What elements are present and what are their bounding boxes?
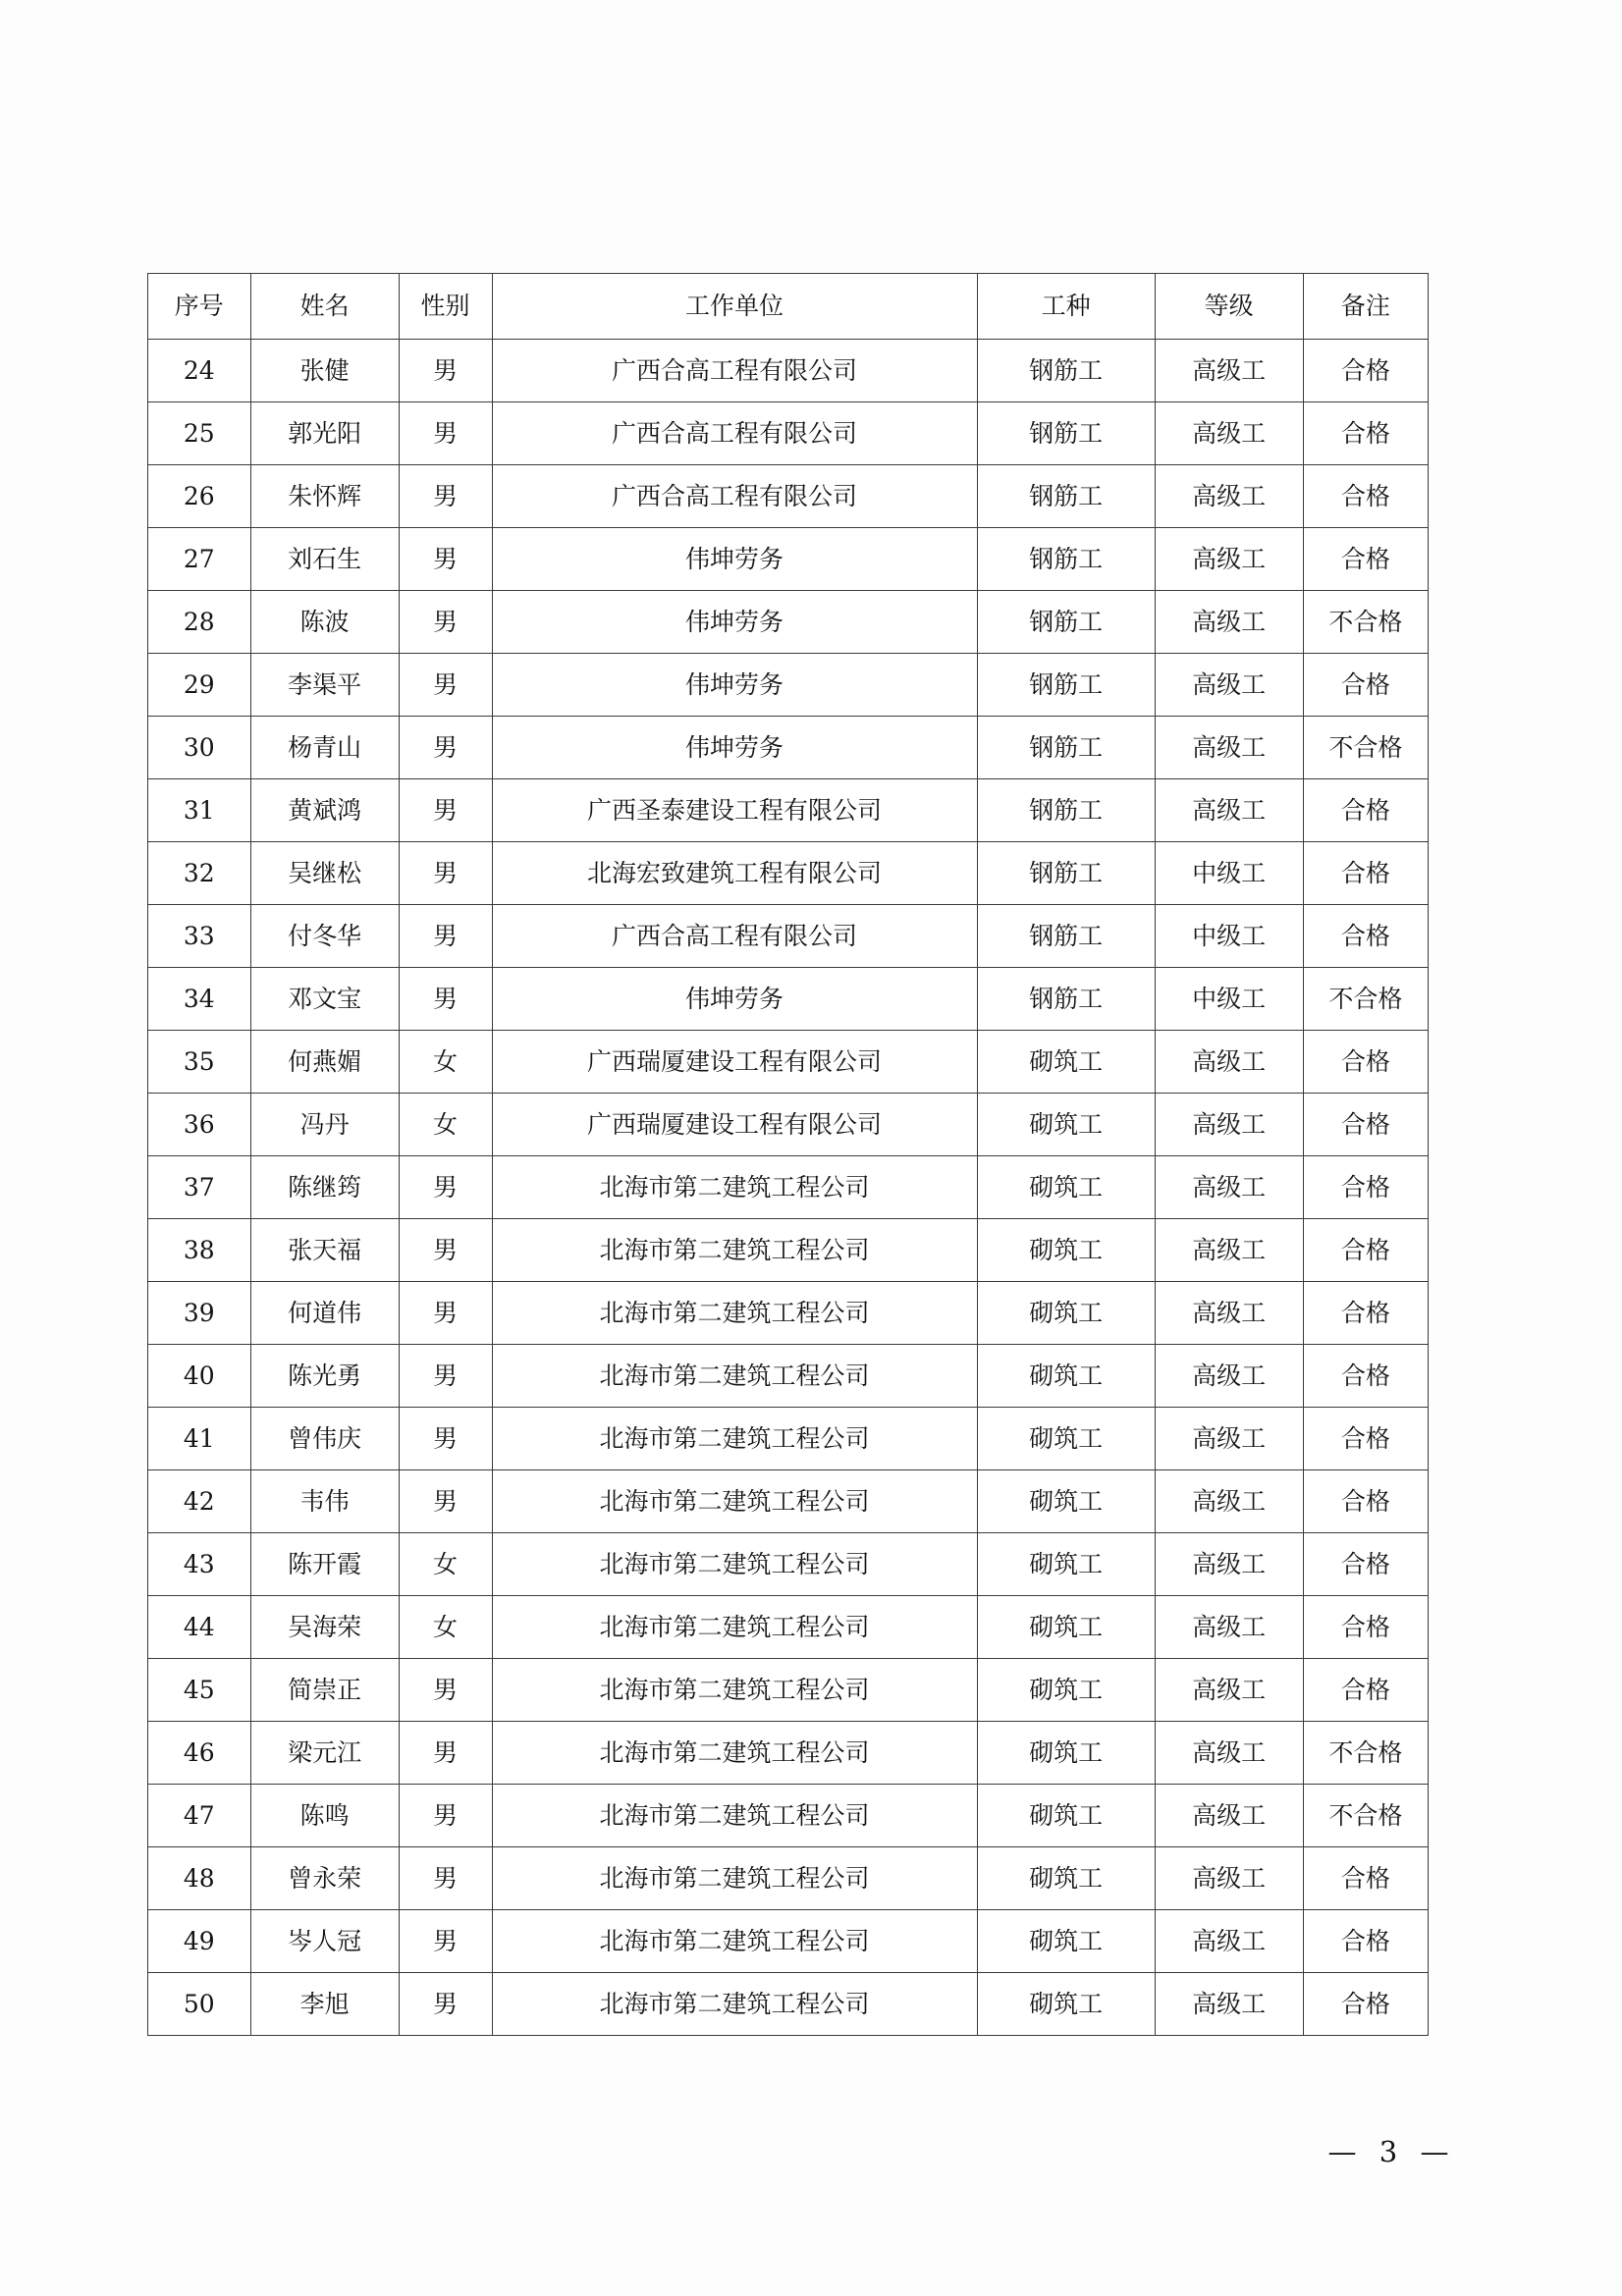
cell-gender: 男 [399,1219,492,1282]
cell-level: 高级工 [1155,1345,1303,1408]
cell-remark: 合格 [1303,1031,1428,1094]
cell-work-unit: 北海市第二建筑工程公司 [492,1722,977,1785]
cell-seq: 41 [148,1408,251,1470]
cell-job-type: 钢筋工 [977,528,1155,591]
cell-level: 高级工 [1155,1847,1303,1910]
footer-dash-right: — [1420,2135,1453,2168]
cell-job-type: 钢筋工 [977,905,1155,968]
cell-job-type: 砌筑工 [977,1659,1155,1722]
cell-level: 高级工 [1155,591,1303,654]
cell-name: 吴海荣 [250,1596,399,1659]
column-header-gender: 性别 [399,274,492,340]
table-header-row [148,274,1429,340]
cell-work-unit: 北海市第二建筑工程公司 [492,1219,977,1282]
cell-job-type: 砌筑工 [977,1094,1155,1156]
cell-level: 高级工 [1155,779,1303,842]
table-row [148,905,1429,968]
cell-remark: 合格 [1303,1470,1428,1533]
cell-name: 曾永荣 [250,1847,399,1910]
roster-table-container [147,273,1429,2036]
cell-work-unit: 北海市第二建筑工程公司 [492,1470,977,1533]
cell-gender: 男 [399,779,492,842]
table-row [148,654,1429,717]
cell-gender: 女 [399,1094,492,1156]
cell-work-unit: 北海市第二建筑工程公司 [492,1785,977,1847]
cell-seq: 46 [148,1722,251,1785]
cell-work-unit: 北海市第二建筑工程公司 [492,1282,977,1345]
cell-work-unit: 北海市第二建筑工程公司 [492,1345,977,1408]
cell-gender: 男 [399,1282,492,1345]
cell-work-unit: 北海市第二建筑工程公司 [492,1156,977,1219]
table-row [148,402,1429,465]
cell-remark: 合格 [1303,1847,1428,1910]
cell-job-type: 砌筑工 [977,1533,1155,1596]
table-row [148,340,1429,402]
cell-job-type: 砌筑工 [977,1847,1155,1910]
cell-job-type: 砌筑工 [977,1345,1155,1408]
cell-remark: 合格 [1303,402,1428,465]
cell-seq: 24 [148,340,251,402]
cell-remark: 合格 [1303,1596,1428,1659]
cell-job-type: 砌筑工 [977,1596,1155,1659]
cell-gender: 男 [399,402,492,465]
cell-name: 陈光勇 [250,1345,399,1408]
cell-work-unit: 广西合高工程有限公司 [492,340,977,402]
cell-work-unit: 伟坤劳务 [492,717,977,779]
cell-seq: 28 [148,591,251,654]
cell-work-unit: 伟坤劳务 [492,528,977,591]
table-row [148,1847,1429,1910]
cell-name: 黄斌鸿 [250,779,399,842]
cell-job-type: 砌筑工 [977,1973,1155,2036]
table-row [148,842,1429,905]
cell-remark: 合格 [1303,1345,1428,1408]
column-header-seq: 序号 [148,274,251,340]
table-row [148,1345,1429,1408]
cell-remark: 合格 [1303,905,1428,968]
table-row [148,465,1429,528]
cell-seq: 45 [148,1659,251,1722]
cell-name: 岑人冠 [250,1910,399,1973]
cell-work-unit: 北海市第二建筑工程公司 [492,1847,977,1910]
cell-name: 邓文宝 [250,968,399,1031]
cell-gender: 男 [399,1408,492,1470]
table-row [148,1219,1429,1282]
cell-level: 高级工 [1155,1219,1303,1282]
table-row [148,1722,1429,1785]
cell-level: 高级工 [1155,717,1303,779]
cell-level: 中级工 [1155,968,1303,1031]
cell-remark: 不合格 [1303,1722,1428,1785]
cell-gender: 男 [399,842,492,905]
cell-job-type: 钢筋工 [977,779,1155,842]
table-row [148,717,1429,779]
cell-seq: 50 [148,1973,251,2036]
cell-seq: 32 [148,842,251,905]
cell-remark: 合格 [1303,1659,1428,1722]
cell-work-unit: 北海宏致建筑工程有限公司 [492,842,977,905]
cell-job-type: 钢筋工 [977,717,1155,779]
cell-name: 韦伟 [250,1470,399,1533]
cell-work-unit: 北海市第二建筑工程公司 [492,1408,977,1470]
cell-remark: 合格 [1303,654,1428,717]
cell-job-type: 砌筑工 [977,1408,1155,1470]
cell-seq: 49 [148,1910,251,1973]
cell-gender: 男 [399,1847,492,1910]
cell-level: 高级工 [1155,1533,1303,1596]
cell-gender: 男 [399,1659,492,1722]
cell-job-type: 砌筑工 [977,1470,1155,1533]
cell-name: 陈鸣 [250,1785,399,1847]
cell-work-unit: 北海市第二建筑工程公司 [492,1659,977,1722]
cell-gender: 女 [399,1596,492,1659]
cell-remark: 合格 [1303,842,1428,905]
cell-gender: 男 [399,1973,492,2036]
cell-gender: 男 [399,1910,492,1973]
cell-remark: 合格 [1303,1533,1428,1596]
cell-remark: 合格 [1303,1973,1428,2036]
cell-job-type: 砌筑工 [977,1910,1155,1973]
cell-gender: 男 [399,905,492,968]
cell-seq: 39 [148,1282,251,1345]
cell-remark: 合格 [1303,1282,1428,1345]
cell-level: 高级工 [1155,1910,1303,1973]
cell-seq: 40 [148,1345,251,1408]
cell-work-unit: 伟坤劳务 [492,654,977,717]
table-row [148,591,1429,654]
page-number: 3 [1379,2135,1402,2168]
cell-job-type: 钢筋工 [977,402,1155,465]
cell-seq: 30 [148,717,251,779]
cell-gender: 女 [399,1533,492,1596]
cell-remark: 合格 [1303,779,1428,842]
cell-name: 李渠平 [250,654,399,717]
roster-table [147,273,1429,2036]
cell-seq: 38 [148,1219,251,1282]
cell-seq: 26 [148,465,251,528]
cell-seq: 44 [148,1596,251,1659]
table-row [148,1156,1429,1219]
cell-remark: 合格 [1303,1408,1428,1470]
cell-gender: 女 [399,1031,492,1094]
cell-work-unit: 广西圣泰建设工程有限公司 [492,779,977,842]
cell-remark: 合格 [1303,1910,1428,1973]
cell-work-unit: 北海市第二建筑工程公司 [492,1910,977,1973]
cell-job-type: 砌筑工 [977,1722,1155,1785]
cell-name: 陈继筠 [250,1156,399,1219]
cell-job-type: 钢筋工 [977,654,1155,717]
cell-seq: 48 [148,1847,251,1910]
cell-name: 杨青山 [250,717,399,779]
cell-level: 中级工 [1155,905,1303,968]
cell-remark: 不合格 [1303,717,1428,779]
cell-seq: 33 [148,905,251,968]
table-header [148,274,1429,340]
table-row [148,528,1429,591]
cell-gender: 男 [399,968,492,1031]
table-row [148,1973,1429,2036]
column-header-job-type: 工种 [977,274,1155,340]
cell-seq: 34 [148,968,251,1031]
cell-gender: 男 [399,591,492,654]
cell-job-type: 钢筋工 [977,465,1155,528]
cell-seq: 35 [148,1031,251,1094]
cell-job-type: 钢筋工 [977,968,1155,1031]
cell-name: 李旭 [250,1973,399,2036]
cell-name: 朱怀辉 [250,465,399,528]
cell-job-type: 钢筋工 [977,340,1155,402]
cell-seq: 37 [148,1156,251,1219]
cell-seq: 31 [148,779,251,842]
cell-work-unit: 伟坤劳务 [492,591,977,654]
cell-name: 何道伟 [250,1282,399,1345]
table-row [148,968,1429,1031]
cell-job-type: 砌筑工 [977,1031,1155,1094]
cell-remark: 合格 [1303,1219,1428,1282]
cell-name: 陈开霞 [250,1533,399,1596]
cell-gender: 男 [399,340,492,402]
cell-seq: 27 [148,528,251,591]
cell-name: 刘石生 [250,528,399,591]
cell-work-unit: 广西合高工程有限公司 [492,905,977,968]
table-row [148,1094,1429,1156]
cell-remark: 合格 [1303,340,1428,402]
cell-job-type: 砌筑工 [977,1156,1155,1219]
column-header-remark: 备注 [1303,274,1428,340]
table-body [148,340,1429,2036]
cell-name: 何燕媚 [250,1031,399,1094]
cell-level: 高级工 [1155,1722,1303,1785]
cell-level: 高级工 [1155,340,1303,402]
table-row [148,1533,1429,1596]
cell-work-unit: 广西合高工程有限公司 [492,402,977,465]
cell-gender: 男 [399,1785,492,1847]
cell-name: 张健 [250,340,399,402]
column-header-work-unit: 工作单位 [492,274,977,340]
cell-job-type: 钢筋工 [977,591,1155,654]
cell-gender: 男 [399,528,492,591]
cell-work-unit: 北海市第二建筑工程公司 [492,1596,977,1659]
cell-level: 高级工 [1155,1785,1303,1847]
cell-level: 中级工 [1155,842,1303,905]
cell-remark: 不合格 [1303,591,1428,654]
cell-gender: 男 [399,1345,492,1408]
cell-job-type: 砌筑工 [977,1785,1155,1847]
cell-remark: 不合格 [1303,1785,1428,1847]
cell-gender: 男 [399,654,492,717]
cell-gender: 男 [399,1470,492,1533]
cell-work-unit: 广西合高工程有限公司 [492,465,977,528]
cell-name: 曾伟庆 [250,1408,399,1470]
cell-seq: 47 [148,1785,251,1847]
cell-gender: 男 [399,1722,492,1785]
cell-gender: 男 [399,465,492,528]
table-row [148,1282,1429,1345]
page-footer [0,2135,1622,2168]
cell-seq: 43 [148,1533,251,1596]
footer-dash-left: — [1327,2135,1361,2168]
cell-name: 张天福 [250,1219,399,1282]
cell-name: 吴继松 [250,842,399,905]
cell-seq: 25 [148,402,251,465]
cell-remark: 合格 [1303,1094,1428,1156]
cell-job-type: 钢筋工 [977,842,1155,905]
cell-level: 高级工 [1155,465,1303,528]
cell-gender: 男 [399,717,492,779]
cell-level: 高级工 [1155,1659,1303,1722]
cell-job-type: 砌筑工 [977,1219,1155,1282]
cell-name: 郭光阳 [250,402,399,465]
cell-name: 简崇正 [250,1659,399,1722]
table-row [148,1470,1429,1533]
cell-work-unit: 北海市第二建筑工程公司 [492,1973,977,2036]
cell-work-unit: 广西瑞厦建设工程有限公司 [492,1031,977,1094]
cell-remark: 合格 [1303,465,1428,528]
cell-gender: 男 [399,1156,492,1219]
cell-level: 高级工 [1155,1031,1303,1094]
table-row [148,1596,1429,1659]
cell-name: 梁元江 [250,1722,399,1785]
table-row [148,1659,1429,1722]
table-row [148,1408,1429,1470]
cell-level: 高级工 [1155,1156,1303,1219]
cell-level: 高级工 [1155,1470,1303,1533]
cell-level: 高级工 [1155,1973,1303,2036]
cell-level: 高级工 [1155,402,1303,465]
table-row [148,1031,1429,1094]
cell-remark: 合格 [1303,1156,1428,1219]
cell-level: 高级工 [1155,1596,1303,1659]
cell-seq: 42 [148,1470,251,1533]
cell-remark: 合格 [1303,528,1428,591]
cell-job-type: 砌筑工 [977,1282,1155,1345]
cell-name: 陈波 [250,591,399,654]
cell-name: 付冬华 [250,905,399,968]
table-row [148,1785,1429,1847]
cell-work-unit: 伟坤劳务 [492,968,977,1031]
cell-remark: 不合格 [1303,968,1428,1031]
cell-level: 高级工 [1155,1282,1303,1345]
column-header-level: 等级 [1155,274,1303,340]
column-header-name: 姓名 [250,274,399,340]
cell-level: 高级工 [1155,1408,1303,1470]
cell-level: 高级工 [1155,654,1303,717]
cell-seq: 29 [148,654,251,717]
cell-level: 高级工 [1155,528,1303,591]
table-row [148,1910,1429,1973]
table-row [148,779,1429,842]
cell-seq: 36 [148,1094,251,1156]
cell-name: 冯丹 [250,1094,399,1156]
cell-work-unit: 广西瑞厦建设工程有限公司 [492,1094,977,1156]
cell-level: 高级工 [1155,1094,1303,1156]
cell-work-unit: 北海市第二建筑工程公司 [492,1533,977,1596]
